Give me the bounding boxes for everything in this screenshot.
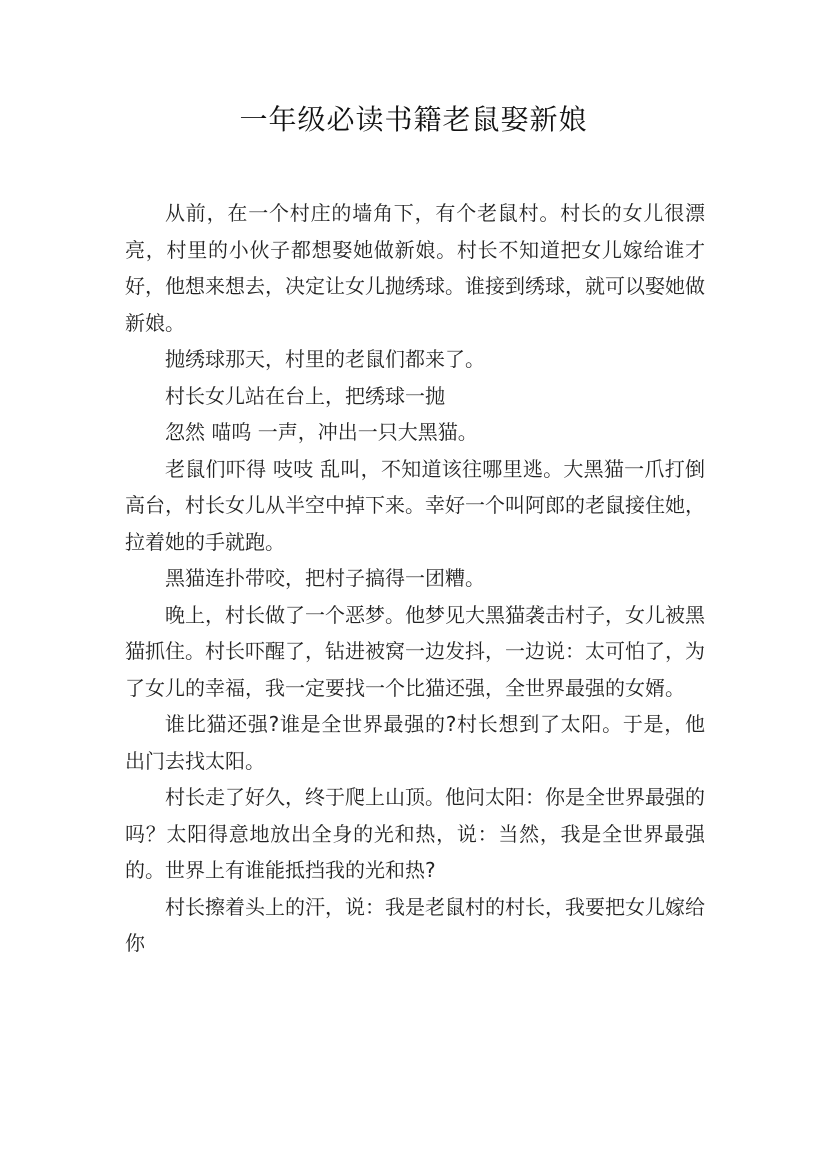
paragraph: 抛绣球那天，村里的老鼠们都来了。 (165, 347, 485, 371)
paragraph: 黑猫连扑带咬，把村子搞得一团糟。 (165, 566, 485, 590)
paragraph: 晚上，村长做了一个恶梦。他梦见大黑猫袭击村子，女儿被黑猫抓住。村长吓醒了，钻进被窝一边发抖，一边说：太可怕了，为了女儿的幸福，我一定要找一个比猫还强，全世界最强的女婿。 (125, 602, 705, 700)
paragraph: 村长女儿站在台上，把绣球一抛 (165, 383, 445, 408)
article-body (125, 195, 705, 962)
page-title: 一年级必读书籍老鼠娶新娘 (239, 103, 588, 136)
paragraph: 村长走了好久，终于爬上山顶。他问太阳：你是全世界最强的吗？太阳得意地放出全身的光和热，说：当然，我是全世界最强的。世界上有谁能抵挡我的光和热? (125, 785, 705, 882)
paragraph: 谁比猫还强?谁是全世界最强的?村长想到了太阳。于是，他出门去找太阳。 (125, 712, 705, 773)
paragraph: 村长擦着头上的汗，说：我是老鼠村的村长，我要把女儿嫁给你 (125, 894, 705, 955)
paragraph: 从前，在一个村庄的墙角下，有个老鼠村。村长的女儿很漂亮，村里的小伙子都想娶她做新娘。村长不知道把女儿嫁给谁才好，他想来想去，决定让女儿抛绣球。谁接到绣球，就可以娶她做新娘。 (125, 201, 705, 335)
paragraph: 忽然 喵呜 一声，冲出一只大黑猫。 (165, 420, 478, 444)
paragraph: 老鼠们吓得 吱吱 乱叫，不知道该往哪里逃。大黑猫一爪打倒高台，村长女儿从半空中掉下来。幸好一个叫阿郎的老鼠接住她，拉着她的手就跑。 (125, 456, 705, 554)
